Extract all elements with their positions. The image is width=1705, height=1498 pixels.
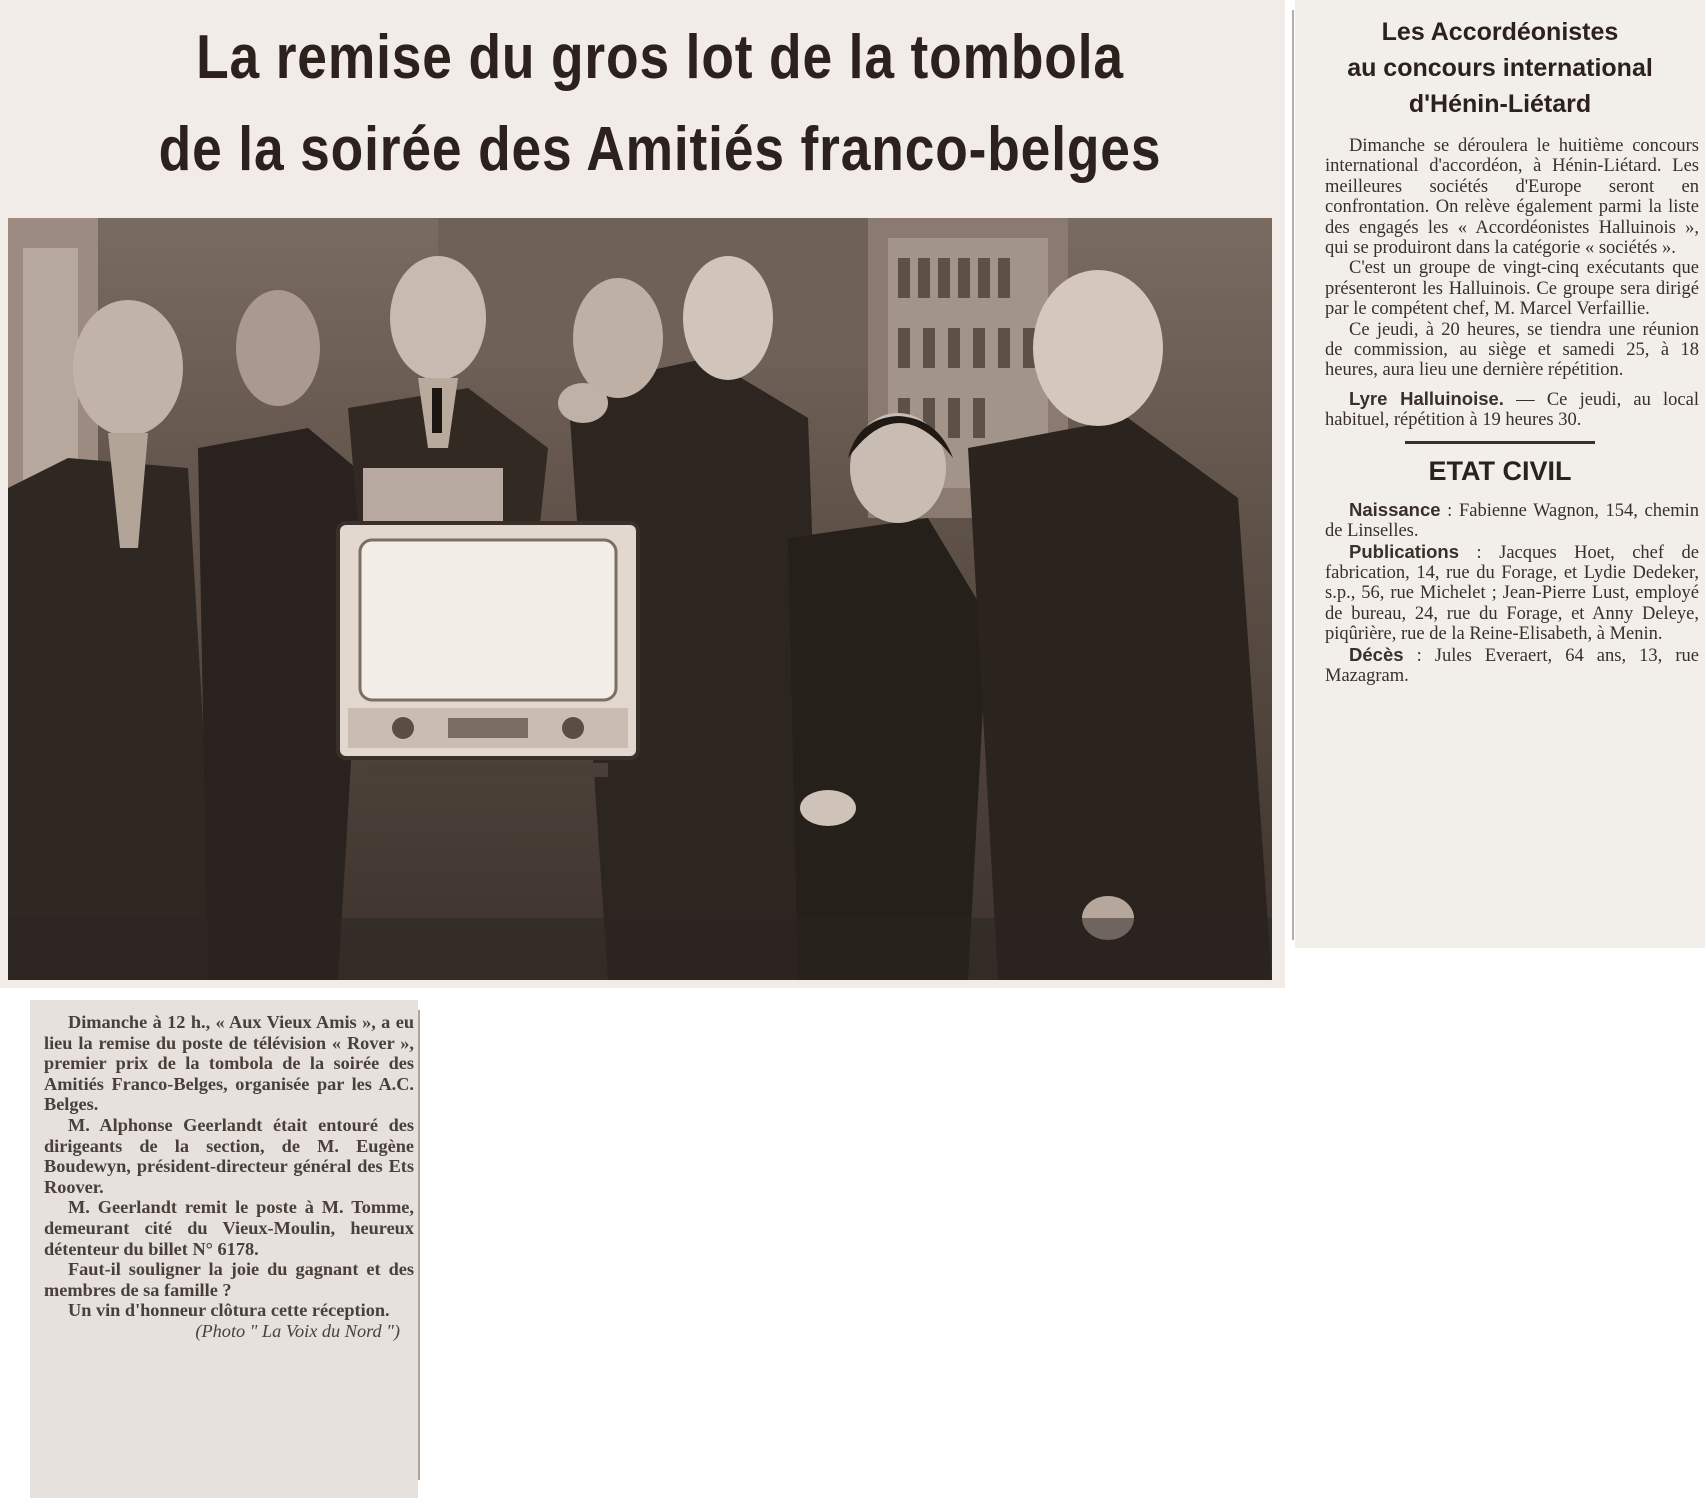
caption-column — [30, 1000, 418, 1498]
etat-civil-entry — [1325, 500, 1699, 542]
accordeonistes-title-line-3: d'Hénin-Liétard — [1408, 90, 1592, 118]
photo-credit: (Photo " La Voix du Nord ") — [195, 1320, 400, 1341]
entry-text: : Jacques Hoet, chef de fabrication, 14, rue du Forage, et Lydie Dedeker, s.p., 56, rue Michelet ; Jean-Pierre Lust, employé de bureau, 24, rue du Forage, et Anny Deleye, piqûrière, rue de la Reine-Elisabeth, à Menin. — [1325, 542, 1699, 645]
accordeonistes-paragraph: Dimanche se déroulera le huitième concours international d'accordéon, à Hénin-Liétard. Les meilleures sociétés d'Europe seront en confrontation. On relève également parmi la liste des engagés les « Accordéonistes Halluinois », qui se produiront dans la catégorie « sociétés ». — [1325, 136, 1699, 259]
etat-civil-body — [1295, 500, 1705, 687]
caption-paragraph: M. Alphonse Geerlandt était entouré des dirigeants de la section, de M. Eugène Boudewyn, président-directeur général des Ets Roover. — [44, 1114, 414, 1197]
headline-line-2: de la soirée des Amitiés franco-belges — [158, 115, 1162, 184]
etat-civil-title: ETAT CIVIL — [1428, 455, 1572, 486]
caption-paragraph: Faut-il souligner la joie du gagnant et des membres de sa famille ? — [44, 1259, 414, 1300]
entry-text: : Jules Everaert, 64 ans, 13, rue Mazagram. — [1325, 645, 1699, 686]
entry-lead: Publications — [1349, 540, 1459, 562]
accordeonistes-title-line-2: au concours international — [1347, 54, 1653, 82]
lyre-lead: Lyre Halluinoise. — [1349, 387, 1504, 409]
lyre-text: — Ce jeudi, au local habituel, répétition à 19 heures 30. — [1325, 389, 1699, 431]
caption-paragraph: Dimanche à 12 h., « Aux Vieux Amis », a eu lieu la remise du poste de télévision « Rover », premier prix de la tombola de la soirée des Amitiés Franco-Belges, organisée par les A.C. Belges. — [44, 1012, 414, 1115]
caption-column-divider — [418, 1010, 420, 1480]
section-rule — [1405, 441, 1595, 444]
etat-civil-entry — [1325, 645, 1699, 687]
caption-paragraph: M. Geerlandt remit le poste à M. Tomme, demeurant cité du Vieux-Moulin, heureux détenteur du billet N° 6178. — [44, 1197, 414, 1259]
lyre-paragraph — [1325, 389, 1699, 431]
right-column-divider — [1292, 10, 1294, 940]
accordeonistes-paragraph: C'est un groupe de vingt-cinq exécutants que présenteront les Halluinois. Ce groupe sera dirigé par le compétent chef, M. Marcel Verfaillie. — [1325, 258, 1699, 320]
accordeonistes-paragraph: Ce jeudi, à 20 heures, se tiendra une réunion de commission, au siège et samedi 25, à 18 heures, aura lieu une dernière répétition. — [1325, 319, 1699, 381]
right-column — [1295, 0, 1705, 948]
main-article-clipping — [0, 0, 1285, 988]
entry-lead: Décès — [1349, 643, 1404, 665]
entry-text: : Fabienne Wagnon, 154, chemin de Linselles. — [1325, 500, 1699, 542]
entry-lead: Naissance — [1349, 498, 1441, 520]
caption-body — [30, 1000, 418, 1342]
accordeonistes-title — [1295, 14, 1705, 122]
caption-paragraph: Un vin d'honneur clôtura cette réception. — [68, 1300, 390, 1321]
etat-civil-entry — [1325, 542, 1699, 645]
news-photo — [8, 218, 1272, 980]
accordeonistes-body — [1295, 136, 1705, 431]
news-photo-illustration — [8, 218, 1272, 980]
headline — [127, 12, 1193, 196]
headline-line-1: La remise du gros lot de la tombola — [196, 23, 1124, 92]
accordeonistes-title-line-1: Les Accordéonistes — [1381, 18, 1619, 46]
